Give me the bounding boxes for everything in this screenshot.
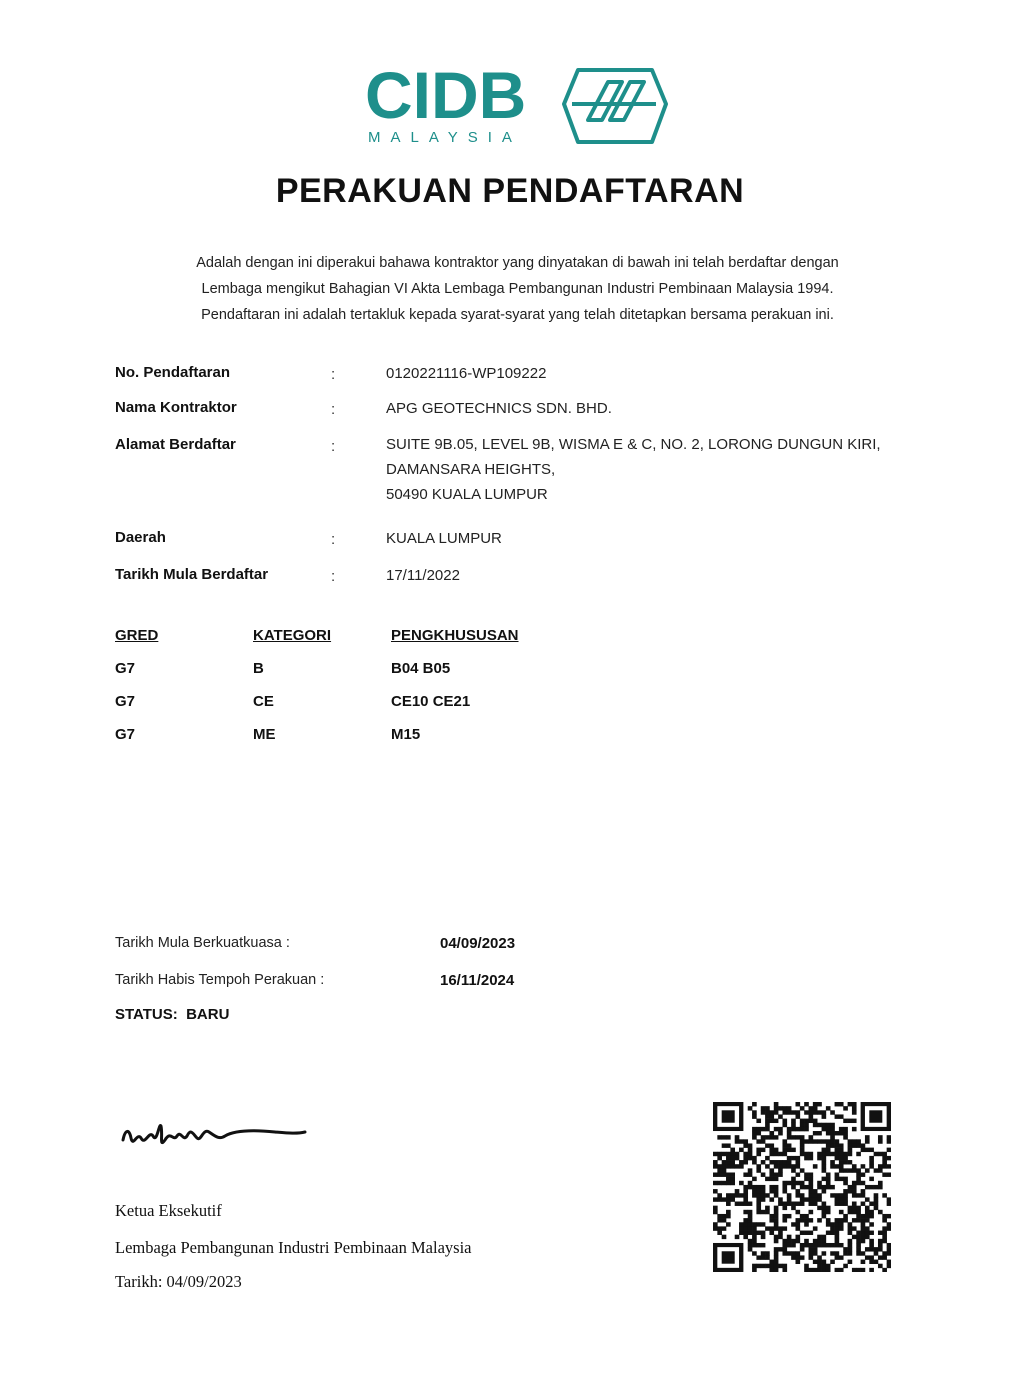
signatory-organization: Lembaga Pembangunan Industri Pembinaan Malaysia — [115, 1238, 472, 1257]
address-value — [386, 432, 881, 507]
grade-header: GRED — [115, 627, 159, 644]
specialization-cell: M15 — [391, 726, 421, 743]
logo-country-text: MALAYSIA — [368, 129, 522, 146]
address-colon: : — [331, 438, 336, 455]
start-date-colon: : — [331, 568, 336, 585]
qr-code — [713, 1102, 891, 1272]
contractor-name-value: APG GEOTECHNICS SDN. BHD. — [386, 400, 612, 417]
contractor-name-colon: : — [331, 401, 336, 418]
cidb-logo — [360, 60, 680, 155]
category-header: KATEGORI — [253, 627, 332, 644]
expiry-date-label: Tarikh Habis Tempoh Perakuan : — [115, 972, 325, 988]
category-cell: ME — [253, 726, 276, 743]
signatory-position: Ketua Eksekutif — [115, 1201, 222, 1220]
grade-cell: G7 — [115, 726, 136, 743]
specialization-cell: B04 B05 — [391, 660, 451, 677]
start-date-label: Tarikh Mula Berdaftar — [115, 566, 269, 583]
address-line: DAMANSARA HEIGHTS, — [386, 461, 556, 478]
address-label: Alamat Berdaftar — [115, 436, 236, 453]
reg-no-colon: : — [331, 366, 336, 383]
reg-no-label: No. Pendaftaran — [115, 364, 231, 381]
signature — [115, 1112, 315, 1157]
effective-date-value: 04/09/2023 — [440, 935, 516, 952]
cidb-logo-graphic — [360, 60, 680, 155]
intro-line: Pendaftaran ini adalah tertakluk kepada syarat-syarat yang telah ditetapkan bersama perakuan ini. — [201, 307, 834, 323]
intro-line: Lembaga mengikut Bahagian VI Akta Lembaga Pembangunan Industri Pembinaan Malaysia 1994. — [201, 281, 834, 297]
signatory-date: Tarikh: 04/09/2023 — [115, 1272, 242, 1291]
start-date-value: 17/11/2022 — [386, 567, 460, 584]
specialization-cell: CE10 CE21 — [391, 693, 471, 710]
intro-line: Adalah dengan ini diperakui bahawa kontraktor yang dinyatakan di bawah ini telah berdaftar dengan — [196, 255, 839, 271]
status-text: STATUS: BARU — [115, 1006, 230, 1023]
effective-date-label: Tarikh Mula Berkuatkuasa : — [115, 935, 290, 951]
reg-no-value: 0120221116-WP109222 — [386, 365, 547, 382]
logo-hexagon-icon — [564, 70, 666, 142]
intro-paragraph — [110, 250, 925, 328]
address-line: SUITE 9B.05, LEVEL 9B, WISMA E & C, NO. 2, LORONG DUNGUN KIRI, — [386, 436, 881, 453]
expiry-date-value: 16/11/2024 — [440, 972, 515, 989]
district-label: Daerah — [115, 529, 166, 546]
signature-graphic — [115, 1112, 315, 1157]
grade-cell: G7 — [115, 693, 136, 710]
specialization-header: PENGKHUSUSAN — [391, 627, 519, 644]
district-value: KUALA LUMPUR — [386, 530, 502, 547]
address-line: 50490 KUALA LUMPUR — [386, 486, 548, 503]
document-title: PERAKUAN PENDAFTARAN — [275, 172, 745, 210]
district-colon: : — [331, 531, 336, 548]
grade-cell: G7 — [115, 660, 136, 677]
category-cell: B — [253, 660, 264, 677]
category-cell: CE — [253, 693, 274, 710]
logo-brand-text: CIDB — [365, 60, 527, 132]
qr-code-graphic — [713, 1102, 891, 1272]
contractor-name-label: Nama Kontraktor — [115, 399, 237, 416]
